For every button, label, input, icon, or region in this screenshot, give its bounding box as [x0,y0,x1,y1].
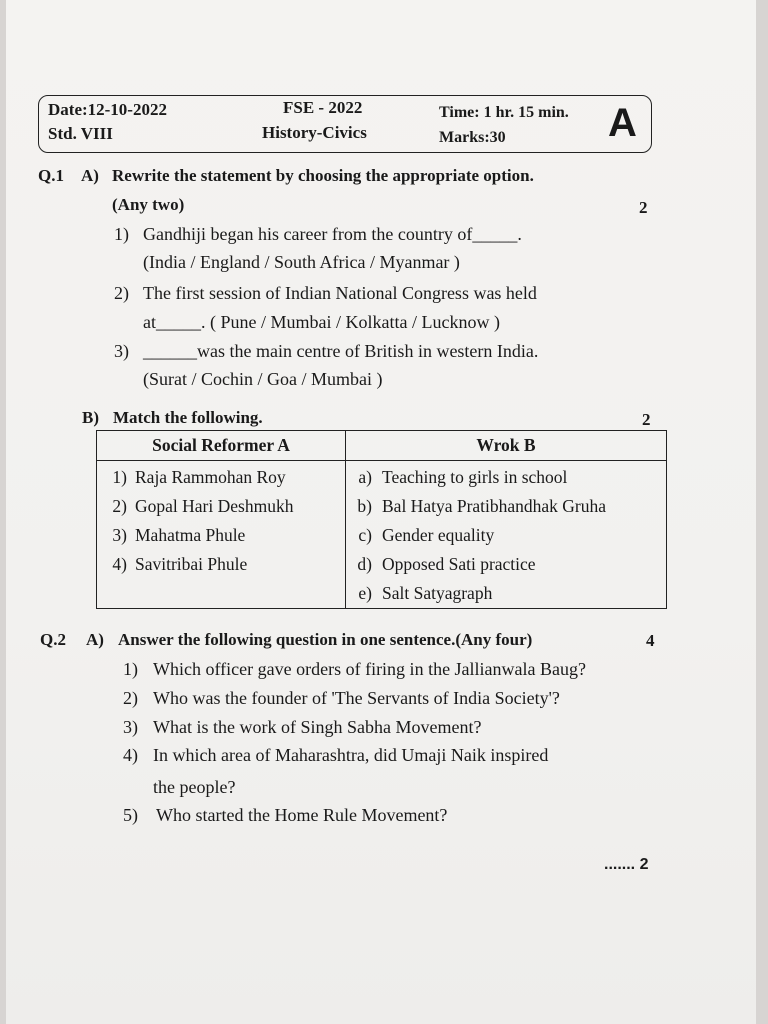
column-a-cell [97,521,346,550]
q1b-label: B) [82,408,99,427]
q2a-instruction: Answer the following question in one sentence.(Any four) [118,630,533,649]
column-b-header: Wrok B [346,431,667,461]
work-text: Bal Hatya Pratibhandhak Gruha [382,496,607,516]
item-letter: a) [358,467,372,487]
table-row [97,492,667,521]
column-a-cell [97,579,346,609]
q1a-item-options: (India / England / South Africa / Myanmar ) [143,252,460,272]
column-a-cell [97,492,346,521]
q2a-item-num: 4) [123,745,138,765]
exam-time: Time: 1 hr. 15 min. [439,104,569,121]
q1b-marks: 2 [642,410,651,429]
page-continue-marker: ....... 2 [604,856,649,873]
q1a-instruction: Rewrite the statement by choosing the appropriate option. [112,166,534,185]
q1a-item-num: 3) [114,341,129,361]
match-table [96,430,667,609]
match-table-header [97,431,667,461]
item-number: 4) [112,554,127,574]
column-a-header: Social Reformer A [97,431,346,461]
q2a-item-num: 5) [123,805,138,825]
column-b-cell [346,492,667,521]
q1a-item-line: Gandhiji began his career from the country of_____. [143,224,522,244]
work-text: Salt Satyagraph [382,583,493,603]
column-b-cell [346,550,667,579]
reformer-name: Raja Rammohan Roy [135,467,286,487]
q1a-item-num: 1) [114,224,129,244]
subject-name: History-Civics [262,123,367,142]
q2a-item-num: 3) [123,717,138,737]
table-row [97,521,667,550]
q1a-item-line: ______was the main centre of British in western India. [143,341,539,361]
q1a-item-line: The first session of Indian National Congress was held [143,283,537,303]
item-letter: c) [358,525,372,545]
work-text: Opposed Sati practice [382,554,536,574]
q1a-item-num: 2) [114,283,129,303]
table-row [97,550,667,579]
column-b-cell [346,461,667,493]
column-a-cell [97,550,346,579]
q1a-item-options: (Surat / Cochin / Goa / Mumbai ) [143,369,383,389]
column-b-cell [346,521,667,550]
q2a-item-num: 1) [123,659,138,679]
item-letter: e) [358,583,372,603]
exam-name: FSE - 2022 [283,98,363,117]
set-letter: A [608,101,637,145]
q2a-item-line: Who started the Home Rule Movement? [156,805,448,825]
q2a-item-line-continued: the people? [153,777,236,797]
q1-number: Q.1 [38,166,64,185]
work-text: Teaching to girls in school [382,467,568,487]
q2a-item-line: In which area of Maharashtra, did Umaji Naik inspired [153,745,549,765]
q1b-instruction: Match the following. [113,408,263,427]
exam-marks: Marks:30 [439,129,506,146]
q2a-item-line: Who was the founder of 'The Servants of India Society'? [153,688,560,708]
q2a-marks: 4 [646,631,655,650]
item-number: 2) [112,496,127,516]
q1a-marks: 2 [639,198,648,217]
exam-paper [6,0,756,1024]
item-number: 3) [112,525,127,545]
item-letter: d) [357,554,372,574]
column-b-cell [346,579,667,609]
q1a-label: A) [81,166,99,185]
reformer-name: Mahatma Phule [135,525,246,545]
q2-number: Q.2 [40,630,66,649]
q2a-item-line: Which officer gave orders of firing in the Jallianwala Baug? [153,659,587,679]
q2a-item-num: 2) [123,688,138,708]
reformer-name: Gopal Hari Deshmukh [135,496,294,516]
column-a-cell [97,461,346,493]
reformer-name: Savitribai Phule [135,554,248,574]
exam-date: Date:12-10-2022 [48,100,167,119]
q2a-item-line: What is the work of Singh Sabha Movement? [153,717,482,737]
q2a-label: A) [86,630,104,649]
standard: Std. VIII [48,124,113,143]
table-row [97,461,667,493]
q1a-choice: (Any two) [112,195,185,214]
q1a-item-options: at_____. ( Pune / Mumbai / Kolkatta / Lucknow ) [143,312,500,332]
item-letter: b) [357,496,372,516]
work-text: Gender equality [382,525,495,545]
item-number: 1) [112,467,127,487]
table-row [97,579,667,609]
